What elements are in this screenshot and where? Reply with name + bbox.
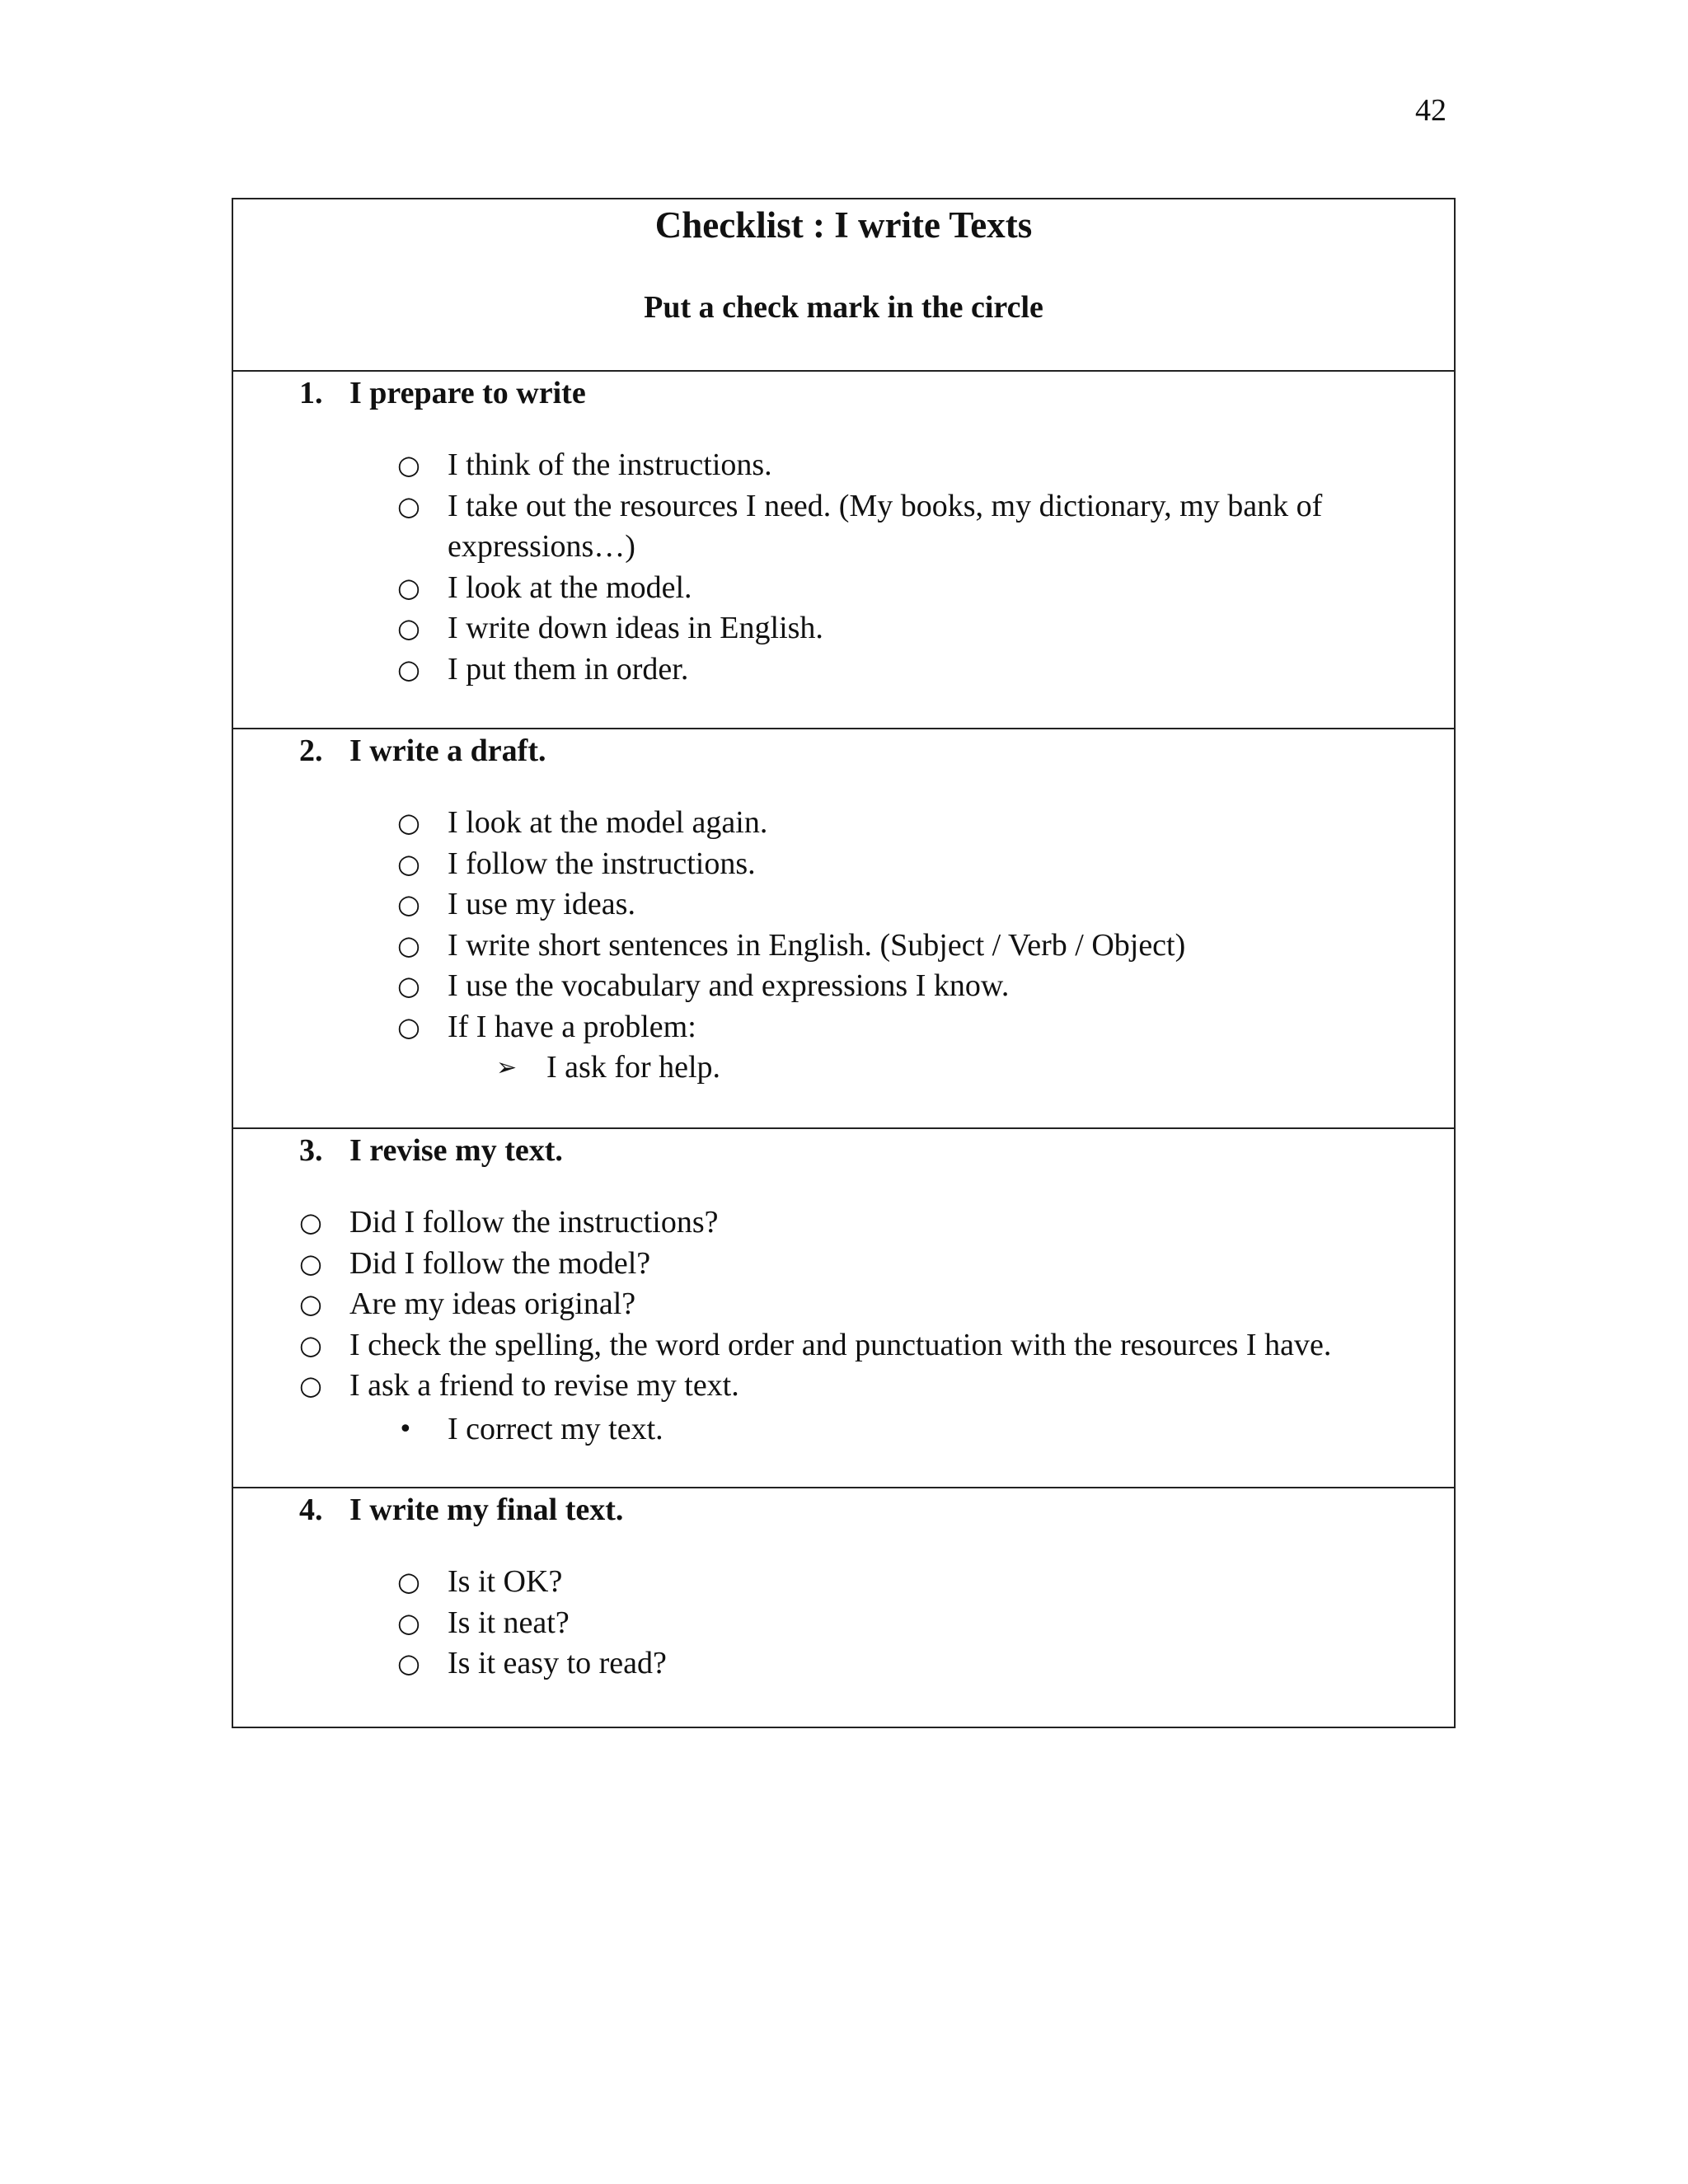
circle-icon[interactable]: ○ (299, 1247, 322, 1279)
checklist-item[interactable] (397, 884, 1428, 926)
checklist-sub-item (397, 1047, 1428, 1089)
section-number: 1. (299, 376, 323, 410)
checklist-items (397, 1562, 1428, 1685)
checklist-item-text: I look at the model. (448, 569, 692, 605)
section-heading (299, 735, 546, 766)
circle-icon[interactable]: ○ (397, 1566, 420, 1597)
circle-icon[interactable]: ○ (397, 888, 420, 920)
checklist-instruction: Put a check mark in the circle (644, 290, 1043, 325)
checklist-item-text: Did I follow the model? (349, 1245, 651, 1281)
checklist-item[interactable] (397, 844, 1428, 885)
page-number: 42 (1415, 93, 1447, 128)
checklist-header (233, 199, 1454, 372)
circle-icon[interactable]: ○ (299, 1207, 322, 1238)
section-draft (233, 729, 1454, 1129)
checklist-items (397, 803, 1428, 1047)
checklist-item[interactable] (299, 1244, 1445, 1285)
checklist-item-text: Did I follow the instructions? (349, 1205, 719, 1240)
section-number: 2. (299, 733, 323, 768)
checklist-item[interactable] (397, 649, 1428, 691)
checklist-item[interactable] (397, 803, 1428, 844)
circle-icon[interactable]: ○ (397, 571, 420, 603)
checklist-item-text: I take out the resources I need. (My books, my dictionary, my bank of expressions…) (448, 488, 1323, 564)
section-number: 3. (299, 1133, 323, 1168)
checklist-item-text: I ask a friend to revise my text. (349, 1368, 739, 1403)
checklist-item[interactable] (299, 1325, 1445, 1366)
circle-icon[interactable]: ○ (397, 1647, 420, 1679)
circle-icon[interactable]: ○ (397, 1010, 420, 1043)
checklist-item[interactable] (397, 608, 1428, 649)
checklist-table (232, 198, 1456, 1728)
checklist-item[interactable] (397, 1007, 1428, 1048)
circle-icon[interactable]: ○ (397, 970, 420, 1001)
checklist-bullet-item (299, 1409, 1445, 1451)
checklist-item-text: I write down ideas in English. (448, 611, 823, 645)
checklist-item[interactable] (397, 1643, 1428, 1685)
checklist-item[interactable] (397, 1603, 1428, 1644)
section-title: I write my final text. (349, 1493, 624, 1527)
checklist-item-text: Is it OK? (448, 1564, 563, 1599)
circle-icon[interactable]: ○ (397, 653, 420, 685)
checklist-item-text: I look at the model again. (448, 805, 768, 840)
section-heading (299, 1135, 563, 1166)
checklist-item[interactable] (299, 1284, 1445, 1325)
checklist-item-text: If I have a problem: (448, 1009, 696, 1044)
section-title: I prepare to write (349, 376, 586, 410)
checklist-item[interactable] (397, 486, 1428, 568)
checklist-item[interactable] (299, 1366, 1445, 1407)
checklist-title: Checklist : I write Texts (654, 204, 1033, 246)
checklist-items (299, 1202, 1445, 1450)
circle-icon[interactable]: ○ (299, 1329, 322, 1361)
checklist-item-text: Is it easy to read? (448, 1646, 667, 1680)
circle-icon[interactable]: ○ (397, 612, 420, 644)
checklist-items (397, 445, 1428, 690)
circle-icon[interactable]: ○ (299, 1288, 322, 1319)
circle-icon[interactable]: ○ (397, 490, 420, 522)
circle-icon[interactable]: ○ (397, 807, 420, 838)
section-final (233, 1488, 1454, 1727)
checklist-item-text: Are my ideas original? (349, 1286, 636, 1321)
circle-icon[interactable]: ○ (397, 929, 420, 961)
checklist-item-text: Is it neat? (448, 1605, 570, 1640)
checklist-item-text: I think of the instructions. (448, 448, 772, 482)
checklist-item-text: I use the vocabulary and expressions I know. (448, 968, 1010, 1003)
circle-icon[interactable]: ○ (397, 449, 420, 480)
checklist-sub-items (397, 1047, 1428, 1089)
checklist-item[interactable] (397, 568, 1428, 609)
checklist-item[interactable] (397, 1562, 1428, 1603)
section-title: I revise my text. (349, 1133, 563, 1168)
checklist-item-text: I write short sentences in English. (Subject / Verb / Object) (448, 927, 1186, 963)
checklist-item-text: I use my ideas. (448, 887, 635, 921)
circle-icon[interactable]: ○ (397, 1606, 420, 1638)
checklist-bullet-text: I correct my text. (448, 1411, 663, 1446)
section-revise (233, 1129, 1454, 1488)
section-heading (299, 1494, 623, 1526)
checklist-item[interactable] (299, 1202, 1445, 1244)
circle-icon[interactable]: ○ (397, 847, 420, 879)
checklist-item[interactable] (397, 966, 1428, 1007)
checklist-item-text: I check the spelling, the word order and punctuation with the resources I have. (349, 1327, 1332, 1362)
section-title: I write a draft. (349, 733, 546, 768)
checklist-item-text: I put them in order. (448, 651, 689, 687)
arrow-icon: ➢ (496, 1053, 518, 1082)
section-heading (299, 377, 586, 409)
section-prepare (233, 372, 1454, 729)
section-number: 4. (299, 1493, 323, 1527)
circle-icon[interactable]: ○ (299, 1370, 322, 1401)
checklist-sub-item-text: I ask for help. (546, 1050, 721, 1085)
checklist-item[interactable] (397, 926, 1428, 967)
checklist-item[interactable] (397, 445, 1428, 486)
checklist-item-text: I follow the instructions. (448, 846, 756, 881)
bullet-icon: • (398, 1414, 413, 1444)
